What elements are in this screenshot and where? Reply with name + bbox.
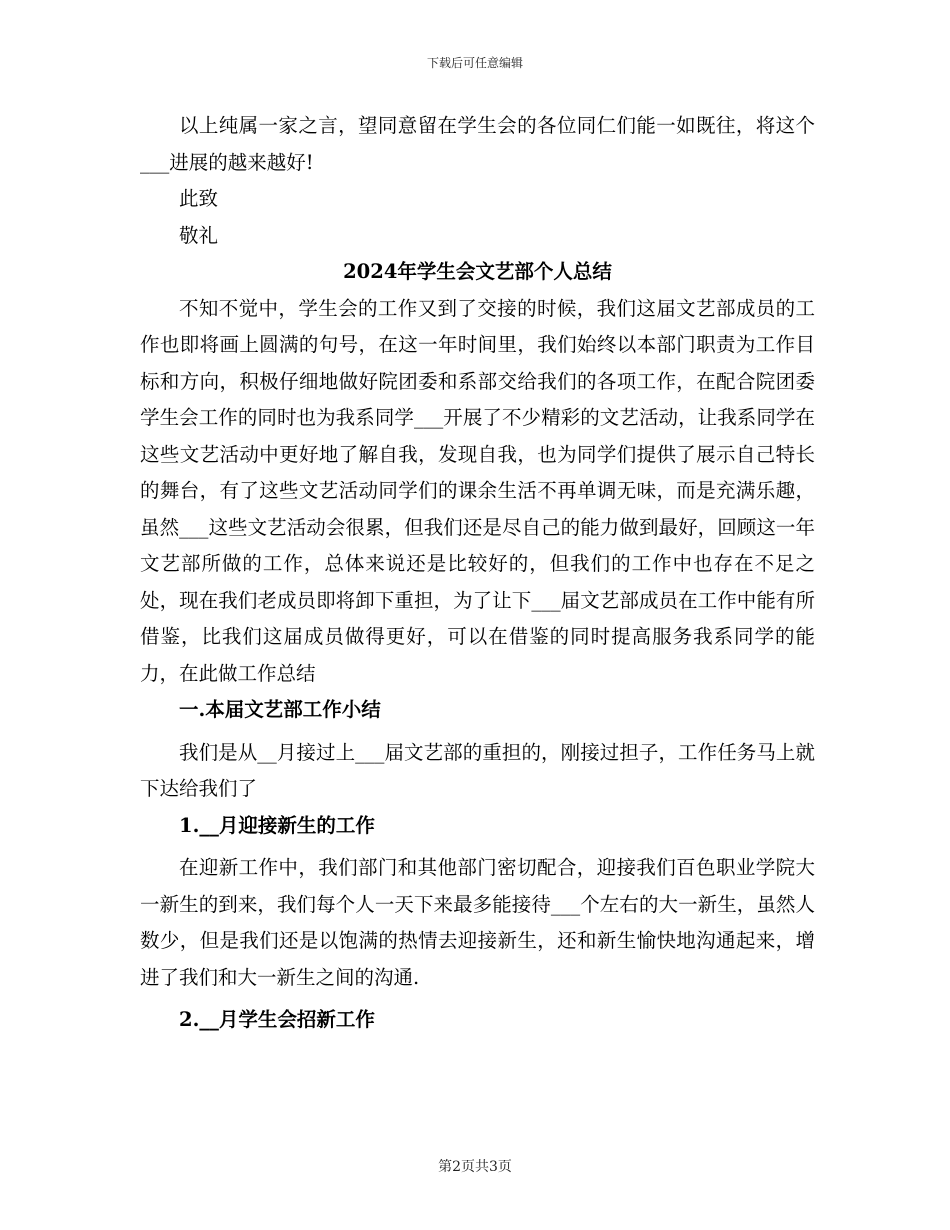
page-footer: 第2页共3页 [438, 1159, 512, 1175]
document-body [140, 108, 815, 1039]
salutation-cizhi: 此致 [179, 187, 219, 210]
subsection-heading-2: 2.__月学生会招新工作 [179, 1008, 375, 1031]
section-1-paragraph: 我们是从__月接过上___届文艺部的重担的，刚接过担子，工作任务马上就下达给我们了 [140, 740, 815, 800]
section-heading-1: 一.本届文艺部工作小结 [179, 698, 381, 721]
document-title: 2024年学生会文艺部个人总结 [343, 260, 612, 283]
intro-paragraph: 不知不觉中，学生会的工作又到了交接的时候，我们这届文艺部成员的工作也即将画上圆满的句号，在这一年时间里，我们始终以本部门职责为工作目标和方向，积极仔细地做好院团委和系部交给我们的各项工作，在配合院团委学生会工作的同时也为我系同学___开展了不少精彩的文艺活动，让我系同学在这些文艺活动中更好地了解自我，发现自我，也为同学们提供了展示自己特长的舞台，有了这些文艺活动同学们的课余生活不再单调无味，而是充满乐趣，虽然___这些文艺活动会很累，但我们还是尽自己的能力做到最好，回顾这一年文艺部所做的工作，总体来说还是比较好的，但我们的工作中也存在不足之处，现在我们老成员即将卸下重担，为了让下___届文艺部成员在工作中能有所借鉴，比我们这届成员做得更好，可以在借鉴的同时提高服务我系同学的能力，在此做工作总结 [140, 296, 815, 685]
subsection-heading-1: 1.__月迎接新生的工作 [179, 813, 375, 837]
closing-paragraph: 以上纯属一家之言，望同意留在学生会的各位同仁们能一如既往，将这个___进展的越来越好! [140, 114, 815, 174]
salutation-jingli: 敬礼 [179, 223, 219, 247]
subsection-1-paragraph: 在迎新工作中，我们部门和其他部门密切配合，迎接我们百色职业学院大一新生的到来，我们每个人一天下来最多能接待___个左右的大一新生，虽然人数少，但是我们还是以饱满的热情去迎接新生，还和新生愉快地沟通起来，增进了我们和大一新生之间的沟通. [140, 856, 815, 989]
page-header: 下载后可任意编辑 [426, 56, 523, 70]
